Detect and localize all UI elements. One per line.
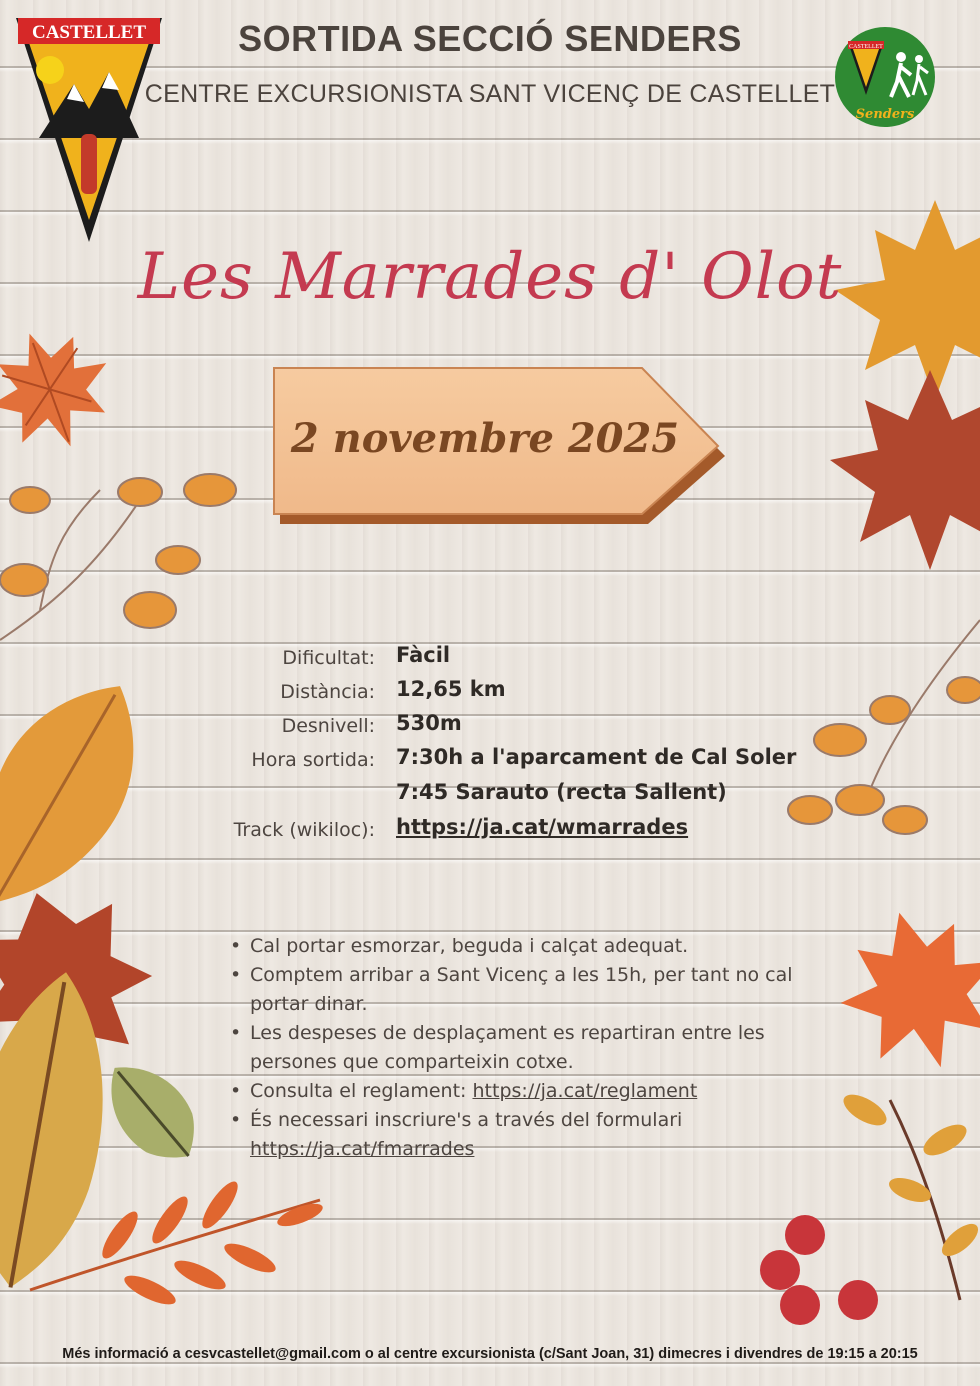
detail-label: Track (wikiloc): xyxy=(233,819,375,841)
section-title: SORTIDA SECCIÓ SENDERS xyxy=(238,18,742,59)
detail-label: Hora sortida: xyxy=(251,749,375,771)
detail-label: Distància: xyxy=(280,681,375,703)
detail-row-departure xyxy=(0,745,980,779)
detail-row-difficulty xyxy=(0,643,980,677)
detail-label: Dificultat: xyxy=(282,647,375,669)
maple-leaf-right-rust xyxy=(830,370,980,570)
rules-link[interactable]: https://ja.cat/reglament xyxy=(472,1080,698,1102)
detail-row-track xyxy=(0,815,980,849)
svg-text:Senders: Senders xyxy=(855,107,915,122)
club-name: CENTRE EXCURSIONISTA SANT VICENÇ DE CASTELLET xyxy=(144,80,836,108)
berry-branch-bottom-right xyxy=(839,1088,980,1300)
event-title: Les Marrades d' Olot xyxy=(137,240,843,314)
detail-value: 7:45 Sarauto (recta Sallent) xyxy=(396,780,727,804)
detail-row-elevation xyxy=(0,711,980,745)
detail-label: Desnivell: xyxy=(281,715,375,737)
footer-info: Més informació a cesvcastellet@gmail.com o al centre excursionista (c/Sant Joan, 31) dimecres i divendres de 19:15 a 20:15 xyxy=(62,1346,918,1362)
note-item: • Les despeses de desplaçament es repartiran entre les persones que comparteixin cotxe. xyxy=(228,1019,838,1077)
detail-value: 7:30h a l'aparcament de Cal Soler xyxy=(396,745,797,769)
note-item: • Cal portar esmorzar, beguda i calçat adequat. xyxy=(228,932,838,961)
detail-value: 530m xyxy=(396,711,462,735)
maple-leaf-right-bottom xyxy=(822,892,980,1088)
track-link[interactable]: https://ja.cat/wmarrades xyxy=(396,815,689,839)
red-berries xyxy=(760,1215,878,1325)
detail-value: 12,65 km xyxy=(396,677,506,701)
ginkgo-branch-left xyxy=(0,474,236,640)
signup-text: És necessari inscriure's a través del formulari xyxy=(250,1109,683,1131)
note-item-signup xyxy=(228,1106,838,1164)
svg-text:CASTELLET: CASTELLET xyxy=(31,22,147,43)
notes-list xyxy=(228,932,838,1164)
signup-link[interactable]: https://ja.cat/fmarrades xyxy=(250,1138,475,1160)
event-date: 2 novembre 2025 xyxy=(290,415,680,462)
detail-row-departure-2 xyxy=(0,780,980,814)
maple-leaf-top-left xyxy=(0,312,129,467)
green-leaf-bottom-left xyxy=(89,1046,215,1177)
detail-row-distance xyxy=(0,677,980,711)
detail-value: Fàcil xyxy=(396,643,451,667)
note-item-rules xyxy=(228,1077,838,1106)
note-item: • Comptem arribar a Sant Vicenç a les 15h, per tant no cal portar dinar. xyxy=(228,961,838,1019)
svg-text:CASTELLET: CASTELLET xyxy=(849,44,883,50)
rules-text: Consulta el reglament: xyxy=(250,1080,473,1102)
